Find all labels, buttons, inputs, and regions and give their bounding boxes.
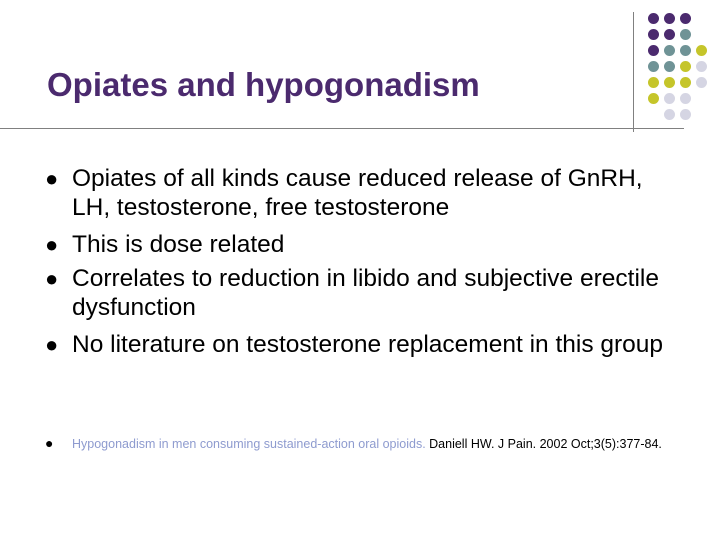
bullet-icon: ●: [45, 166, 59, 191]
bullet-text: Correlates to reduction in libido and subjective erectile dysfunction: [72, 265, 659, 321]
bullet-text: No literature on testosterone replacement in this group: [72, 331, 664, 358]
dot: [648, 29, 659, 40]
dot: [680, 45, 691, 56]
dot: [664, 45, 675, 56]
bullet-icon: ●: [45, 266, 59, 291]
bullet-icon: ●: [45, 232, 59, 257]
reference-link[interactable]: Hypogonadism in men consuming sustained-action oral opioids.: [72, 437, 426, 451]
dot: [648, 13, 659, 24]
bullet-text: This is dose related: [72, 231, 285, 258]
dot: [696, 61, 707, 72]
dot: [664, 93, 675, 104]
bullet-icon: ●: [45, 435, 54, 451]
bullet-item: [45, 330, 685, 359]
dot: [680, 77, 691, 88]
reference-item: [45, 436, 712, 453]
bullet-text: Opiates of all kinds cause reduced release of GnRH, LH, testosterone, free testosterone: [72, 165, 643, 221]
bullet-item: [45, 264, 685, 322]
dot: [664, 61, 675, 72]
bullet-item: [45, 164, 685, 222]
dot: [680, 13, 691, 24]
dot: [680, 109, 691, 120]
dot: [648, 45, 659, 56]
dot: [696, 77, 707, 88]
bullet-item: [45, 230, 685, 259]
dot: [664, 29, 675, 40]
dot: [648, 93, 659, 104]
dot: [648, 77, 659, 88]
vertical-divider: [633, 12, 634, 132]
dot: [664, 77, 675, 88]
dot: [664, 109, 675, 120]
dot: [664, 13, 675, 24]
reference-citation: Daniell HW. J Pain. 2002 Oct;3(5):377-84.: [425, 437, 662, 451]
bullet-list: [45, 164, 685, 367]
dot: [680, 61, 691, 72]
slide-title: Opiates and hypogonadism: [47, 66, 480, 103]
dot: [680, 93, 691, 104]
dot: [648, 61, 659, 72]
bullet-icon: ●: [45, 332, 59, 357]
title-divider: [0, 128, 684, 129]
dot: [680, 29, 691, 40]
dot: [696, 45, 707, 56]
